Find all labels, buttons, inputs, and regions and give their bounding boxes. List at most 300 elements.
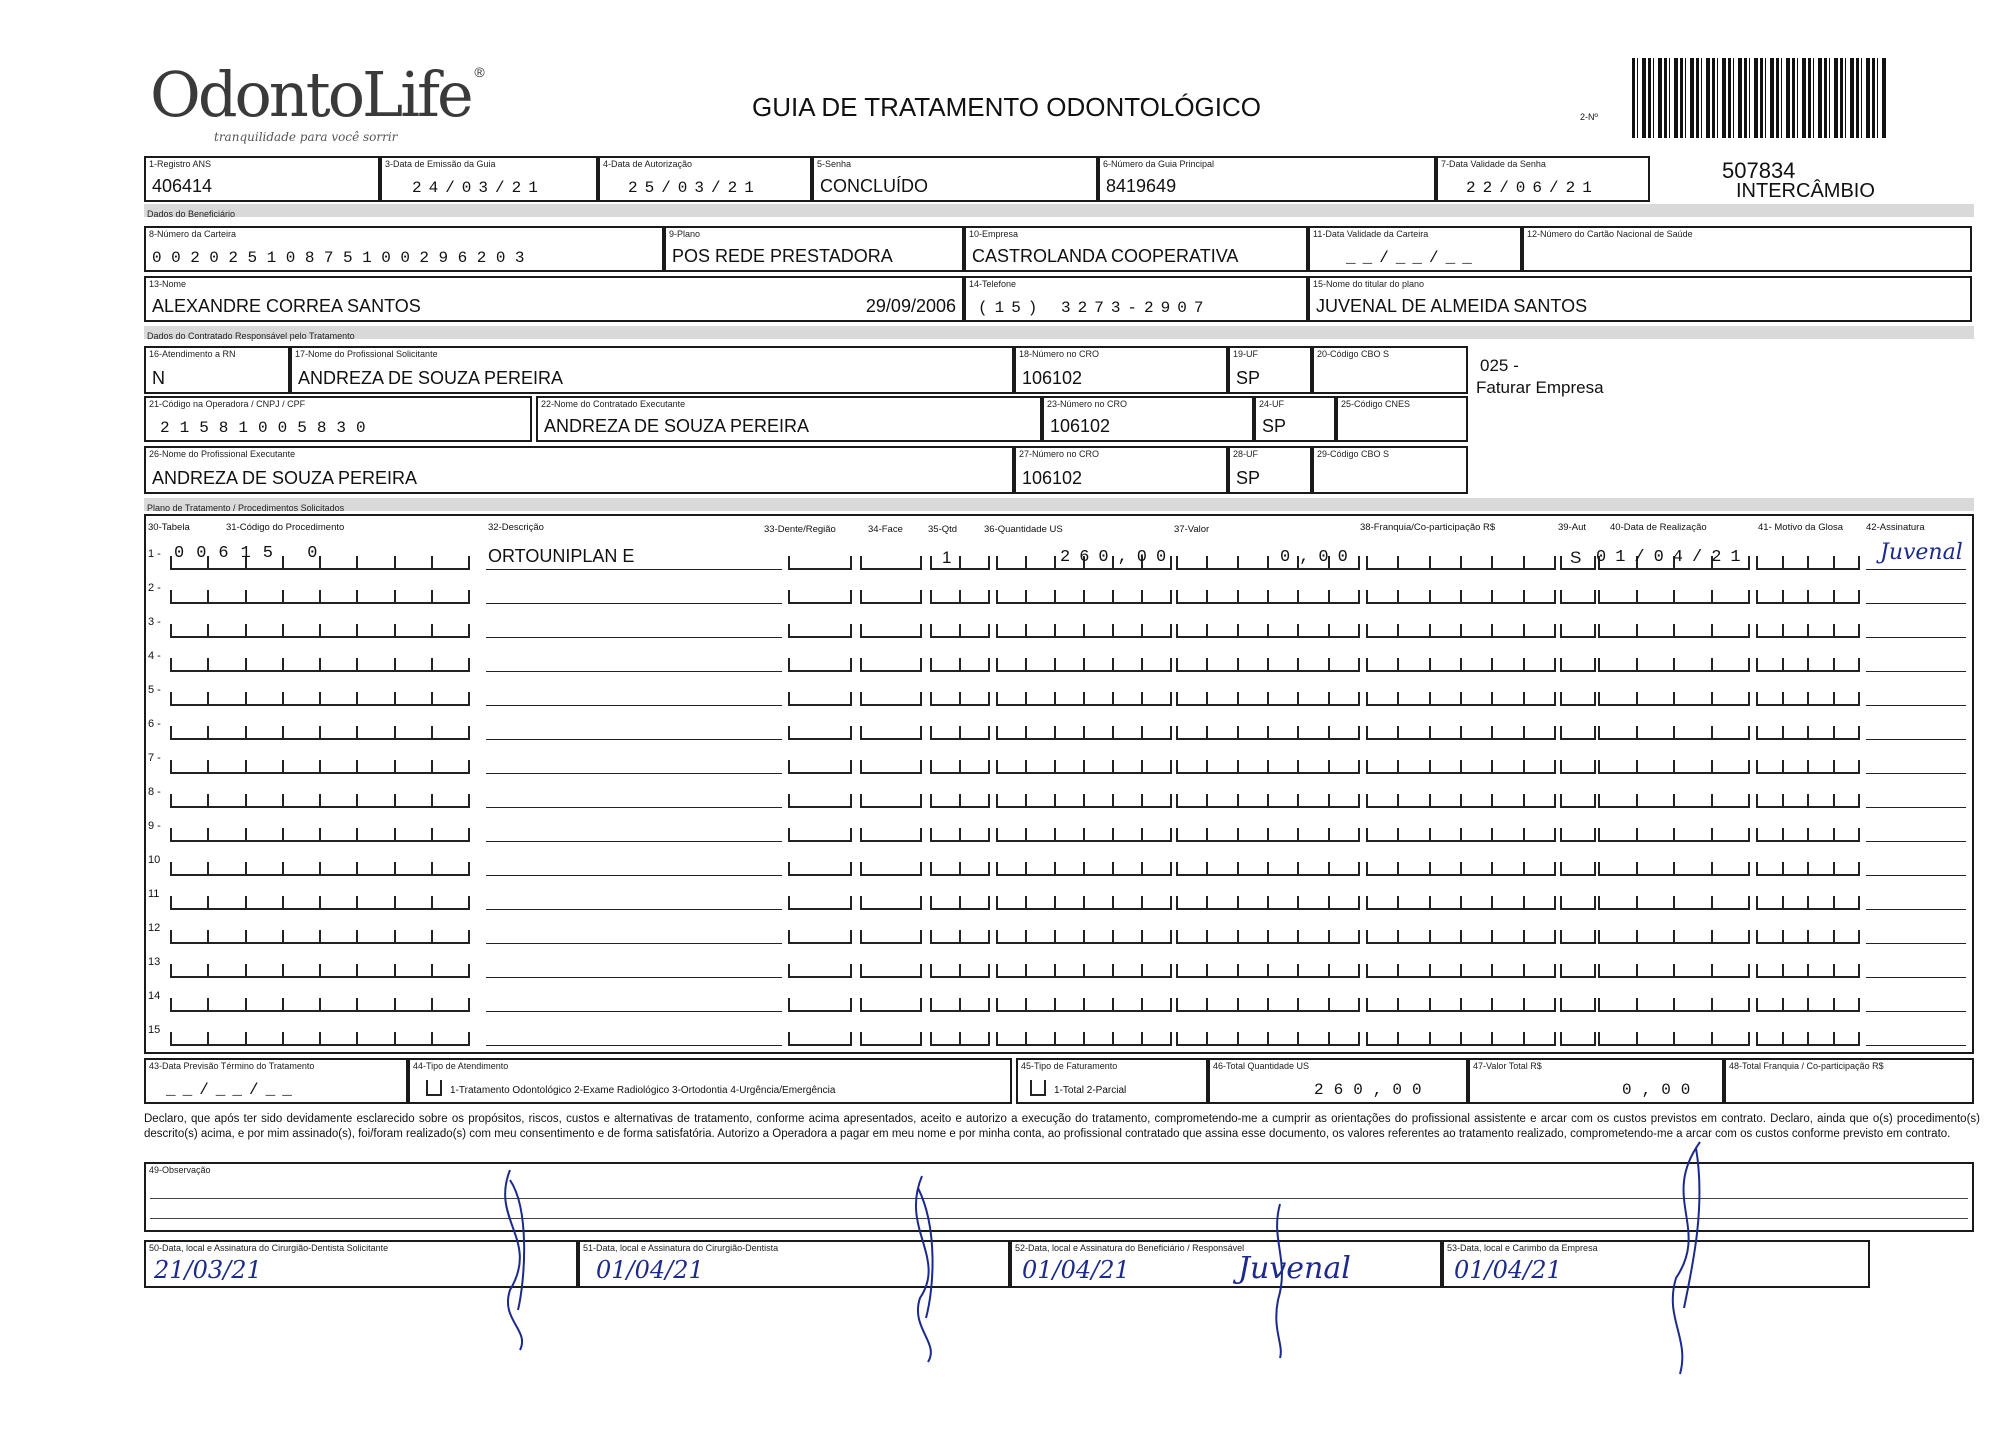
procedure-cell-group[interactable] (788, 654, 852, 672)
previsao-termino-field[interactable]: 43-Data Previsão Término do Tratamento __/__/__ (144, 1058, 408, 1104)
procedure-cell-group[interactable] (1176, 688, 1360, 706)
procedure-description-line[interactable] (486, 722, 782, 740)
procedure-description-line[interactable] (486, 858, 782, 876)
procedure-signature-line[interactable] (1866, 926, 1966, 944)
procedure-cell-group[interactable] (1176, 926, 1360, 944)
signature-51-field[interactable]: 51-Data, local e Assinatura do Cirurgião-Dentista 01/04/21 (578, 1240, 1010, 1288)
cell-tick (1170, 964, 1172, 976)
plano-field[interactable]: 9-Plano POS REDE PRESTADORA (664, 226, 964, 272)
prof-executante-field[interactable]: 26-Nome do Profissional Executante ANDREZA DE SOUZA PEREIRA (144, 446, 1014, 494)
procedure-cell-group[interactable] (1560, 688, 1596, 706)
procedure-cell-group[interactable] (1560, 722, 1596, 740)
cell-tick (1782, 556, 1784, 568)
procedure-signature-line[interactable] (1866, 586, 1966, 604)
atendimento-rn-field[interactable]: 16-Atendimento a RN N (144, 346, 290, 394)
procedure-signature-line[interactable] (1866, 858, 1966, 876)
cell-tick (1833, 896, 1835, 908)
procedure-description-line[interactable] (486, 960, 782, 978)
data-autorizacao-field[interactable]: 4-Data de Autorização 25/03/21 (598, 156, 812, 202)
procedure-cell-group[interactable] (170, 858, 470, 876)
procedure-cell-group[interactable] (1366, 824, 1556, 842)
cell-tick (1429, 624, 1431, 636)
signature-50-field[interactable]: 50-Data, local e Assinatura do Cirurgião-Dentista Solicitante 21/03/21 (144, 1240, 578, 1288)
procedure-cell-group[interactable] (860, 960, 922, 978)
procedure-cell-group[interactable] (170, 960, 470, 978)
procedure-cell-group[interactable] (1756, 722, 1860, 740)
tipo-faturamento-checkbox[interactable] (1030, 1080, 1046, 1096)
procedure-cell-group[interactable] (170, 756, 470, 774)
procedure-cell-group[interactable] (1366, 926, 1556, 944)
procedure-cell-group[interactable] (996, 586, 1172, 604)
procedure-signature-line[interactable] (1866, 892, 1966, 910)
procedure-cell-group[interactable] (1560, 960, 1596, 978)
cell-tick (356, 930, 358, 942)
procedure-cell-group[interactable] (1756, 858, 1860, 876)
procedure-cell-group[interactable] (860, 552, 922, 570)
registro-ans-field[interactable]: 1-Registro ANS 406414 (144, 156, 380, 202)
cell-tick (1858, 930, 1860, 942)
total-qtd-us-field[interactable]: 46-Total Quantidade US 260,00 (1208, 1058, 1468, 1104)
procedure-cell-group[interactable] (996, 1028, 1172, 1046)
procedure-cell-group[interactable] (788, 586, 852, 604)
procedure-cell-group[interactable] (1366, 620, 1556, 638)
procedure-cell-group[interactable] (1756, 994, 1860, 1012)
cell-tick (1170, 930, 1172, 942)
procedure-cell-group[interactable] (930, 654, 990, 672)
procedure-cell-group[interactable] (1560, 620, 1596, 638)
procedure-row[interactable] (148, 984, 1968, 1018)
procedure-cell-group[interactable] (170, 688, 470, 706)
procedure-signature-line[interactable] (1866, 722, 1966, 740)
procedure-cell-group[interactable] (1598, 960, 1750, 978)
procedure-cell-group[interactable] (788, 722, 852, 740)
procedure-signature-line[interactable] (1866, 654, 1966, 672)
procedure-cell-group[interactable] (996, 926, 1172, 944)
procedure-cell-group[interactable] (930, 756, 990, 774)
procedure-cell-group[interactable] (1598, 1028, 1750, 1046)
procedure-signature-line[interactable] (1866, 1028, 1966, 1046)
procedure-cell-group[interactable] (788, 552, 852, 570)
cell-tick (245, 624, 247, 636)
procedure-cell-group[interactable] (996, 892, 1172, 910)
procedure-cell-group[interactable] (788, 1028, 852, 1046)
cell-tick (1206, 590, 1208, 602)
procedure-cell-group[interactable] (788, 620, 852, 638)
procedure-cell-group[interactable] (860, 994, 922, 1012)
procedure-cell-group[interactable] (860, 892, 922, 910)
procedure-cell-group[interactable] (1366, 892, 1556, 910)
procedure-cell-group[interactable] (1560, 654, 1596, 672)
cell-tick (170, 828, 172, 840)
procedure-cell-group[interactable] (930, 722, 990, 740)
cell-tick (1328, 1032, 1330, 1044)
procedure-row[interactable] (148, 882, 1968, 916)
procedure-description-line[interactable] (486, 926, 782, 944)
procedure-cell-group[interactable] (1176, 994, 1360, 1012)
contratado-exec-field[interactable]: 22-Nome do Contratado Executante ANDREZA DE SOUZA PEREIRA (536, 396, 1042, 442)
cell-tick (1594, 692, 1596, 704)
procedure-description-line[interactable] (486, 756, 782, 774)
cell-tick (1328, 862, 1330, 874)
procedure-signature-line[interactable] (1866, 824, 1966, 842)
procedure-row-number: 10 (148, 854, 161, 866)
procedure-cell-group[interactable] (1598, 858, 1750, 876)
cell-tick (920, 964, 922, 976)
cell-tick (1141, 964, 1143, 976)
cro-23-field[interactable]: 23-Número no CRO 106102 (1042, 396, 1254, 442)
procedure-cell-group[interactable] (170, 1028, 470, 1046)
procedure-cell-group[interactable] (170, 722, 470, 740)
procedure-cell-group[interactable] (170, 654, 470, 672)
procedure-description-line[interactable] (486, 586, 782, 604)
tipo-atendimento-field[interactable]: 44-Tipo de Atendimento 1-Tratamento Odontológico 2-Exame Radiológico 3-Ortodontia 4-Urgência/Emergência (408, 1058, 1012, 1104)
cbo-29-field[interactable]: 29-Código CBO S (1312, 446, 1468, 494)
cell-tick (1673, 624, 1675, 636)
cell-tick (468, 556, 470, 568)
procedure-description-line[interactable] (486, 620, 782, 638)
procedure-cell-group[interactable] (860, 790, 922, 808)
procedure-cell-group[interactable] (930, 688, 990, 706)
procedure-cell-group[interactable] (1560, 790, 1596, 808)
cell-tick (1833, 590, 1835, 602)
cell-tick (1460, 896, 1462, 908)
cell-tick (1807, 624, 1809, 636)
cell-tick (1328, 930, 1330, 942)
procedure-cell-group[interactable] (1366, 756, 1556, 774)
cartao-nacional-field[interactable]: 12-Número do Cartão Nacional de Saúde (1522, 226, 1972, 272)
procedure-cell-group[interactable] (1756, 586, 1860, 604)
procedure-row-number: 7 - (148, 752, 161, 764)
procedure-cell-group[interactable] (1756, 756, 1860, 774)
procedure-row[interactable] (148, 610, 1968, 644)
cell-tick (930, 726, 932, 738)
cell-tick (1560, 692, 1562, 704)
cell-tick (988, 726, 990, 738)
procedure-signature-line[interactable] (1866, 756, 1966, 774)
cell-tick (788, 964, 790, 976)
procedure-cell-group[interactable] (1756, 926, 1860, 944)
tipo-faturamento-field[interactable]: 45-Tipo de Faturamento 1-Total 2-Parcial (1016, 1058, 1208, 1104)
procedure-cell-group[interactable] (1176, 858, 1360, 876)
guide-number-label: 2-Nº (1580, 112, 1598, 122)
data-emissao-field[interactable]: 3-Data de Emissão da Guia 24/03/21 (380, 156, 598, 202)
procedure-description-line[interactable] (486, 688, 782, 706)
procedure-cell-group[interactable] (1560, 994, 1596, 1012)
procedure-cell-group[interactable] (930, 620, 990, 638)
procedure-cell-group[interactable] (1560, 824, 1596, 842)
procedure-cell-group[interactable] (1598, 790, 1750, 808)
procedure-cell-group[interactable] (1756, 960, 1860, 978)
procedure-cell-group[interactable] (1598, 756, 1750, 774)
procedure-row[interactable] (148, 644, 1968, 678)
procedure-cell-group[interactable] (1756, 892, 1860, 910)
procedure-cell-group[interactable] (860, 824, 922, 842)
validade-senha-field[interactable]: 7-Data Validade da Senha 22/06/21 (1436, 156, 1650, 202)
procedure-cell-group[interactable] (1176, 960, 1360, 978)
procedure-cell-group[interactable] (930, 824, 990, 842)
cell-tick (1560, 1032, 1562, 1044)
procedure-cell-group[interactable] (860, 858, 922, 876)
cell-tick (850, 828, 852, 840)
proc-1-descricao: ORTOUNIPLAN E (488, 546, 635, 566)
procedure-cell-group[interactable] (1560, 926, 1596, 944)
procedure-cell-group[interactable] (1176, 586, 1360, 604)
procedure-cell-group[interactable] (930, 858, 990, 876)
cell-tick (1170, 726, 1172, 738)
procedure-cell-group[interactable] (930, 1028, 990, 1046)
cell-tick (1554, 658, 1556, 670)
cell-tick (788, 862, 790, 874)
procedure-cell-group[interactable] (1176, 654, 1360, 672)
procedure-cell-group[interactable] (170, 620, 470, 638)
procedure-cell-group[interactable] (1560, 1028, 1596, 1046)
uf-19-field[interactable]: 19-UF SP (1228, 346, 1312, 394)
cell-tick (1328, 590, 1330, 602)
procedure-cell-group[interactable] (1366, 722, 1556, 740)
procedure-cell-group[interactable] (1366, 960, 1556, 978)
procedure-cell-group[interactable] (860, 756, 922, 774)
procedure-cell-group[interactable] (1756, 688, 1860, 706)
tipo-atendimento-checkbox[interactable] (426, 1080, 442, 1096)
cell-tick (1711, 760, 1713, 772)
cell-tick (1523, 964, 1525, 976)
procedure-cell-group[interactable] (930, 892, 990, 910)
procedure-cell-group[interactable] (1598, 722, 1750, 740)
procedure-cell-group[interactable] (1366, 552, 1556, 570)
procedure-cell-group[interactable] (996, 790, 1172, 808)
numero-carteira-field[interactable]: 8-Número da Carteira 00202510875100296203 (144, 226, 664, 272)
cell-tick (988, 896, 990, 908)
procedure-cell-group[interactable] (930, 552, 990, 570)
cell-tick (1491, 862, 1493, 874)
procedure-row[interactable] (148, 678, 1968, 712)
cell-tick (850, 590, 852, 602)
procedure-cell-group[interactable] (996, 722, 1172, 740)
cnes-25-field[interactable]: 25-Código CNES (1336, 396, 1468, 442)
validade-carteira-field[interactable]: 11-Data Validade da Carteira __/__/__ (1308, 226, 1522, 272)
procedure-cell-group[interactable] (996, 824, 1172, 842)
procedure-cell-group[interactable] (930, 586, 990, 604)
valor-total-field[interactable]: 47-Valor Total R$ 0,00 (1468, 1058, 1724, 1104)
cell-tick (356, 964, 358, 976)
procedure-signature-line[interactable] (1866, 960, 1966, 978)
cell-tick (1397, 828, 1399, 840)
procedure-cell-group[interactable] (170, 892, 470, 910)
procedure-cell-group[interactable] (1366, 858, 1556, 876)
procedure-cell-group[interactable] (930, 960, 990, 978)
procedure-cell-group[interactable] (1598, 892, 1750, 910)
procedure-cell-group[interactable] (996, 960, 1172, 978)
procedure-cell-group[interactable] (1560, 756, 1596, 774)
procedure-cell-group[interactable] (1598, 824, 1750, 842)
procedure-description-line[interactable] (486, 892, 782, 910)
procedure-cell-group[interactable] (788, 756, 852, 774)
procedure-cell-group[interactable] (788, 926, 852, 944)
procedure-cell-group[interactable] (860, 722, 922, 740)
procedure-cell-group[interactable] (1366, 586, 1556, 604)
total-franquia-field[interactable]: 48-Total Franquia / Co-participação R$ (1724, 1058, 1974, 1104)
procedure-cell-group[interactable] (1756, 552, 1860, 570)
telefone-field[interactable]: 14-Telefone (15) 3273-2907 (964, 276, 1308, 322)
procedure-description-line[interactable] (486, 654, 782, 672)
procedure-cell-group[interactable] (1598, 620, 1750, 638)
procedure-row-number: 11 (148, 888, 160, 900)
procedure-signature-line[interactable] (1866, 790, 1966, 808)
procedure-cell-group[interactable] (788, 994, 852, 1012)
procedure-cell-group[interactable] (1366, 790, 1556, 808)
procedure-row[interactable] (148, 848, 1968, 882)
cell-tick (1491, 658, 1493, 670)
cell-tick (996, 726, 998, 738)
procedure-cell-group[interactable] (996, 688, 1172, 706)
procedure-cell-group[interactable] (1598, 926, 1750, 944)
cell-tick (1636, 624, 1638, 636)
procedure-cell-group[interactable] (1560, 858, 1596, 876)
procedure-cell-group[interactable] (788, 960, 852, 978)
procedure-row[interactable] (148, 712, 1968, 746)
cell-tick (1748, 964, 1750, 976)
procedure-cell-group[interactable] (996, 994, 1172, 1012)
procedure-cell-group[interactable] (788, 858, 852, 876)
procedure-cell-group[interactable] (1756, 790, 1860, 808)
uf-24-field[interactable]: 24-UF SP (1254, 396, 1336, 442)
procedure-cell-group[interactable] (1176, 824, 1360, 842)
procedure-cell-group[interactable] (170, 994, 470, 1012)
procedure-cell-group[interactable] (1366, 688, 1556, 706)
procedure-cell-group[interactable] (1598, 994, 1750, 1012)
procedure-cell-group[interactable] (1176, 620, 1360, 638)
procedure-cell-group[interactable] (996, 858, 1172, 876)
procedure-cell-group[interactable] (1756, 654, 1860, 672)
uf-28-field[interactable]: 28-UF SP (1228, 446, 1312, 494)
procedure-cell-group[interactable] (860, 1028, 922, 1046)
data-autorizacao-value: 25/03/21 (628, 179, 761, 197)
codigo-operadora-field[interactable]: 21-Código na Operadora / CNPJ / CPF 21581005830 (144, 396, 532, 442)
procedure-signature-line[interactable] (1866, 994, 1966, 1012)
procedure-cell-group[interactable] (788, 688, 852, 706)
procedure-row[interactable] (148, 814, 1968, 848)
procedure-cell-group[interactable] (1366, 994, 1556, 1012)
procedure-row[interactable] (148, 1018, 1968, 1052)
procedure-signature-line[interactable] (1866, 688, 1966, 706)
cell-tick (1523, 794, 1525, 806)
cell-tick (282, 726, 284, 738)
empresa-field[interactable]: 10-Empresa CASTROLANDA COOPERATIVA (964, 226, 1308, 272)
titular-field[interactable]: 15-Nome do titular do plano JUVENAL DE ALMEIDA SANTOS (1308, 276, 1972, 322)
cell-tick (959, 760, 961, 772)
cell-tick (988, 556, 990, 568)
cell-tick (1594, 862, 1596, 874)
procedure-row[interactable] (148, 916, 1968, 950)
cell-tick (1807, 964, 1809, 976)
procedure-cell-group[interactable] (1560, 892, 1596, 910)
procedure-cell-group[interactable] (170, 586, 470, 604)
procedure-cell-group[interactable] (1756, 1028, 1860, 1046)
procedure-cell-group[interactable] (860, 926, 922, 944)
procedure-row[interactable] (148, 780, 1968, 814)
procedure-cell-group[interactable] (1560, 586, 1596, 604)
procedure-cell-group[interactable] (1756, 620, 1860, 638)
procedure-cell-group[interactable] (788, 892, 852, 910)
procedure-cell-group[interactable] (1366, 654, 1556, 672)
cell-tick (1523, 862, 1525, 874)
cell-tick (1112, 692, 1114, 704)
previsao-termino-value: __/__/__ (166, 1081, 299, 1099)
guia-principal-field[interactable]: 6-Número da Guia Principal 8419649 (1098, 156, 1436, 202)
cro-27-field[interactable]: 27-Número no CRO 106102 (1014, 446, 1228, 494)
procedure-cell-group[interactable] (996, 654, 1172, 672)
procedure-description-line[interactable] (486, 790, 782, 808)
procedure-cell-group[interactable] (930, 926, 990, 944)
cell-tick (1560, 828, 1562, 840)
cell-tick (431, 862, 433, 874)
procedure-cell-group[interactable] (930, 994, 990, 1012)
procedure-description-line[interactable] (486, 824, 782, 842)
nome-field[interactable]: 13-Nome ALEXANDRE CORREA SANTOS 29/09/2006 (144, 276, 964, 322)
procedure-cell-group[interactable] (996, 620, 1172, 638)
cell-tick (207, 862, 209, 874)
observacao-field[interactable]: 49-Observação (144, 1162, 1974, 1232)
procedure-description-line[interactable] (486, 1028, 782, 1046)
procedure-cell-group[interactable] (860, 620, 922, 638)
cell-tick (468, 658, 470, 670)
procedure-cell-group[interactable] (170, 926, 470, 944)
cell-tick (1782, 726, 1784, 738)
procedure-description-line[interactable] (486, 994, 782, 1012)
procedure-cell-group[interactable] (996, 756, 1172, 774)
procedure-cell-group[interactable] (1756, 824, 1860, 842)
cell-tick (394, 998, 396, 1010)
procedure-cell-group[interactable] (860, 586, 922, 604)
procedure-signature-line[interactable] (1866, 620, 1966, 638)
procedure-cell-group[interactable] (1176, 790, 1360, 808)
senha-field[interactable]: 5-Senha CONCLUÍDO (812, 156, 1098, 202)
cell-tick (1025, 828, 1027, 840)
cell-tick (920, 726, 922, 738)
procedure-cell-group[interactable] (1598, 586, 1750, 604)
prof-solicitante-field[interactable]: 17-Nome do Profissional Solicitante ANDREZA DE SOUZA PEREIRA (290, 346, 1014, 394)
procedure-cell-group[interactable] (170, 790, 470, 808)
procedure-cell-group[interactable] (860, 688, 922, 706)
signature-53-field[interactable]: 53-Data, local e Carimbo da Empresa 01/04/21 (1442, 1240, 1870, 1288)
procedure-cell-group[interactable] (860, 654, 922, 672)
procedure-cell-group[interactable] (1176, 1028, 1360, 1046)
cbo-20-field[interactable]: 20-Código CBO S (1312, 346, 1468, 394)
cell-tick (319, 590, 321, 602)
procedure-cell-group[interactable] (788, 824, 852, 842)
procedure-cell-group[interactable] (1176, 892, 1360, 910)
procedure-cell-group[interactable] (930, 790, 990, 808)
procedure-cell-group[interactable] (1366, 1028, 1556, 1046)
cro-18-field[interactable]: 18-Número no CRO 106102 (1014, 346, 1228, 394)
procedure-cell-group[interactable] (788, 790, 852, 808)
procedure-cell-group[interactable] (170, 824, 470, 842)
cell-tick (1756, 930, 1758, 942)
procedure-cell-group[interactable] (1598, 688, 1750, 706)
cell-tick (1025, 1032, 1027, 1044)
procedure-row[interactable] (148, 950, 1968, 984)
cell-tick (468, 930, 470, 942)
procedure-cell-group[interactable] (1598, 654, 1750, 672)
procedure-row[interactable] (148, 746, 1968, 780)
signature-52-field[interactable]: 52-Data, local e Assinatura do Beneficiário / Responsável 01/04/21 Juvenal (1010, 1240, 1442, 1288)
procedure-cell-group[interactable] (1176, 756, 1360, 774)
procedure-cell-group[interactable] (1176, 722, 1360, 740)
procedure-row[interactable] (148, 576, 1968, 610)
cell-tick (1206, 998, 1208, 1010)
cell-tick (860, 726, 862, 738)
cell-tick (860, 896, 862, 908)
